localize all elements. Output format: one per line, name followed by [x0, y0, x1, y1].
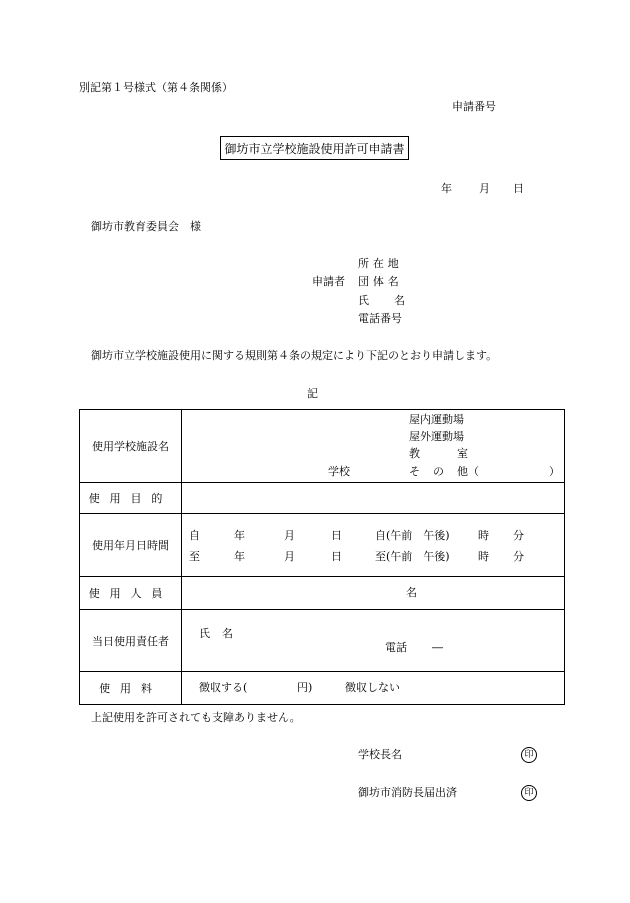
persons-label: 使用人員	[80, 577, 182, 610]
fire-chief-seal-text: 印	[521, 785, 537, 801]
persons-cell[interactable]	[182, 577, 565, 610]
datetime-time-from: 自(午前 午後)	[375, 529, 450, 542]
fee-yen: 円)	[297, 681, 313, 694]
datetime-to: 至	[189, 550, 200, 563]
purpose-label: 使用目的	[80, 483, 182, 514]
datetime-from: 自	[189, 529, 200, 542]
facility-school: 学校	[328, 465, 350, 478]
datetime-from-month: 月	[284, 529, 295, 542]
fire-chief-label: 御坊市消防長届出済	[358, 786, 457, 799]
addressee: 御坊市教育委員会 様	[91, 220, 201, 233]
datetime-from-day: 日	[331, 529, 342, 542]
application-number-label: 申請番号	[452, 100, 496, 113]
datetime-to-month: 月	[284, 550, 295, 563]
fee-collect: 徴収する(	[199, 681, 248, 694]
datetime-from-year: 年	[234, 529, 245, 542]
fee-row	[80, 672, 565, 705]
responsible-phone-dash: ―	[432, 641, 443, 654]
datetime-cell[interactable]	[182, 514, 565, 577]
responsible-row	[80, 610, 565, 672]
facility-option-other-a: そ	[409, 465, 420, 478]
applicant-name-a: 氏	[358, 294, 369, 307]
facility-option-classroom-b: 室	[457, 447, 468, 460]
persons-row	[80, 577, 565, 610]
purpose-row	[80, 483, 565, 514]
ki-label: 記	[307, 387, 318, 400]
datetime-to-year: 年	[234, 550, 245, 563]
fee-no-collect: 徴収しない	[345, 681, 400, 694]
responsible-name-b: 名	[222, 627, 233, 640]
applicant-phone: 電話番号	[358, 312, 402, 325]
fire-chief-seal-icon	[521, 785, 537, 801]
principal-seal-text: 印	[521, 747, 537, 763]
applicant-name-b: 名	[394, 294, 405, 307]
responsible-name-a: 氏	[199, 627, 210, 640]
datetime-to-day: 日	[331, 550, 342, 563]
facility-option-other-c: 他（	[457, 465, 479, 478]
datetime-time-to: 至(午前 午後)	[375, 550, 450, 563]
facility-other-close: ）	[549, 465, 560, 478]
datetime-label: 使用年月日時間	[80, 514, 182, 577]
applicant-label: 申請者	[312, 275, 345, 288]
facility-label: 使用学校施設名	[80, 410, 182, 483]
responsible-cell[interactable]	[182, 610, 565, 672]
datetime-row	[80, 514, 565, 577]
persons-unit: 名	[406, 586, 417, 599]
fee-cell[interactable]	[182, 672, 565, 705]
facility-cell[interactable]	[182, 410, 565, 483]
responsible-label: 当日使用責任者	[80, 610, 182, 672]
date-day: 日	[513, 182, 524, 195]
approval-note: 上記使用を許可されても支障ありません。	[91, 711, 301, 724]
applicant-address: 所在地	[358, 257, 403, 270]
principal-seal-icon	[521, 747, 537, 763]
applicant-organization: 団体名	[358, 275, 403, 288]
datetime-to-hour: 時	[478, 550, 489, 563]
facility-option-classroom-a: 教	[409, 447, 420, 460]
facility-option-other-b: の	[433, 465, 444, 478]
purpose-cell[interactable]	[182, 483, 565, 514]
principal-label: 学校長名	[358, 748, 402, 761]
date-month: 月	[479, 182, 490, 195]
facility-option-indoor: 屋内運動場	[409, 413, 464, 426]
datetime-from-hour: 時	[478, 529, 489, 542]
datetime-to-minute: 分	[513, 550, 524, 563]
document-title: 御坊市立学校施設使用許可申請書	[220, 136, 409, 160]
responsible-phone: 電話	[385, 641, 407, 654]
statement: 御坊市立学校施設使用に関する規則第４条の規定により下記のとおり申請します。	[91, 349, 498, 362]
facility-option-outdoor: 屋外運動場	[409, 430, 464, 443]
form-number: 別記第１号様式（第４条関係）	[79, 81, 233, 94]
datetime-from-minute: 分	[513, 529, 524, 542]
fee-label: 使用料	[80, 672, 182, 705]
date-year: 年	[441, 182, 452, 195]
facility-row	[80, 410, 565, 483]
application-table	[79, 409, 565, 705]
